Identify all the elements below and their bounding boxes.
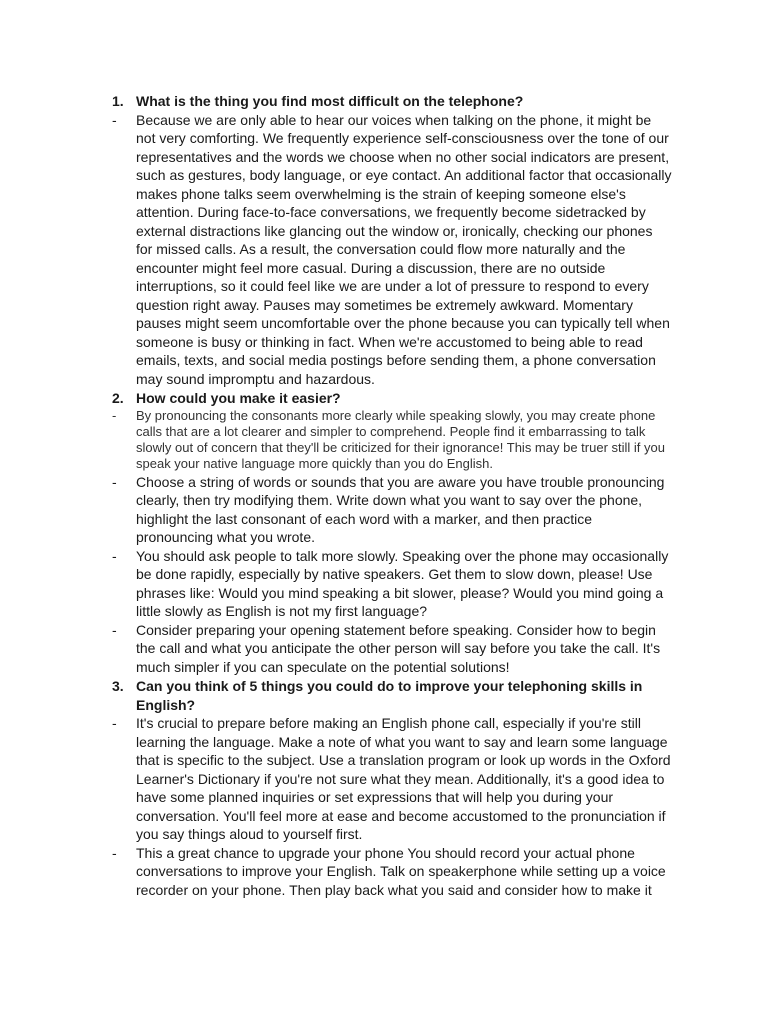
answer-text: This a great chance to upgrade your phone You should record your actual phone conversations to improve your English. Talk on speakerphone while setting up a voice recorder on your phone. Then play back what you said and consider how to make it bbox=[136, 844, 666, 898]
answer-text: Consider preparing your opening statement before speaking. Consider how to begin the call and what you anticipate the other person will say before you take the call. It's much simpler if you can speculate on the potential solutions! bbox=[136, 621, 661, 675]
answer-item bbox=[112, 547, 672, 621]
dash-bullet: - bbox=[112, 715, 117, 732]
question-text: How could you make it easier? bbox=[136, 390, 341, 406]
question-number: 3. bbox=[112, 678, 124, 695]
question-text: Can you think of 5 things you could do to improve your telephoning skills in English? bbox=[136, 678, 643, 713]
answer-text: You should ask people to talk more slowly. Speaking over the phone may occasionally be done rapidly, especially by native speakers. Get them to slow down, please! Use phrases like: Would you mind speaking a bit slower, please? Would you mind going a little slowly as English is not my first language? bbox=[136, 547, 669, 620]
dash-bullet: - bbox=[112, 844, 117, 861]
dash-bullet: - bbox=[112, 621, 117, 638]
answer-item bbox=[112, 621, 672, 677]
question-2 bbox=[112, 389, 672, 408]
document-body bbox=[112, 91, 672, 899]
question-3 bbox=[112, 677, 672, 714]
question-1 bbox=[112, 92, 672, 111]
answer-item bbox=[112, 714, 672, 844]
dash-bullet: - bbox=[112, 407, 117, 423]
question-number: 2. bbox=[112, 390, 124, 406]
dash-bullet: - bbox=[112, 547, 117, 564]
answer-text: Choose a string of words or sounds that you are aware you have trouble pronouncing clearly, then try modifying them. Write down what you want to say over the phone, highlight the last consonant of each word with a marker, and then practice pronouncing what you wrote. bbox=[136, 473, 665, 546]
question-number: 1. bbox=[112, 93, 124, 109]
answer-text: Because we are only able to hear our voices when talking on the phone, it might be not very comforting. We frequently experience self-consciousness over the tone of our representatives and the words we choose when no other social indicators are present, such as gestures, body language, or eye contact. An additional factor that occasionally makes phone talks seem overwhelming is the strain of keeping someone else's attention. During face-to-face conversations, we frequently become sidetracked by external distractions like glancing out the window or, ironically, checking our phones for missed calls. As a result, the conversation could flow more naturally and the encounter might feel more casual. During a discussion, there are no outside interruptions, so it could feel like we are under a lot of pressure to respond to every question right away. Pauses may sometimes be extremely awkward. Momentary pauses might seem uncomfortable over the phone because you can typically tell when someone is busy or thinking in fact. When we're accustomed to being able to read emails, texts, and social media postings before sending them, a phone conversation may sound impromptu and hazardous. bbox=[136, 111, 672, 387]
dash-bullet: - bbox=[112, 111, 117, 128]
answer-text: It's crucial to prepare before making an English phone call, especially if you're still learning the language. Make a note of what you want to say and learn some language that is specific to the subject. Use a translation program or look up words in the Oxford Learner's Dictionary if you're not sure what they mean. Additionally, it's a good idea to have some planned inquiries or set expressions that will help you during your conversation. You'll feel more at ease and become accustomed to the pronunciation if you say things aloud to yourself first. bbox=[136, 715, 671, 843]
question-text: What is the thing you find most difficult on the telephone? bbox=[136, 93, 524, 109]
dash-bullet: - bbox=[112, 473, 117, 490]
answer-item bbox=[112, 111, 672, 389]
answer-item bbox=[112, 473, 672, 547]
answer-item bbox=[112, 844, 672, 900]
answer-text: By pronouncing the consonants more clearly while speaking slowly, you may create phone calls that are a lot clearer and simpler to comprehend. People find it embarrassing to talk slowly out of concern that they'll be criticized for their ignorance! This may be truer still if you speak your native language more quickly than you do English. bbox=[136, 407, 665, 472]
answer-item bbox=[112, 408, 672, 473]
